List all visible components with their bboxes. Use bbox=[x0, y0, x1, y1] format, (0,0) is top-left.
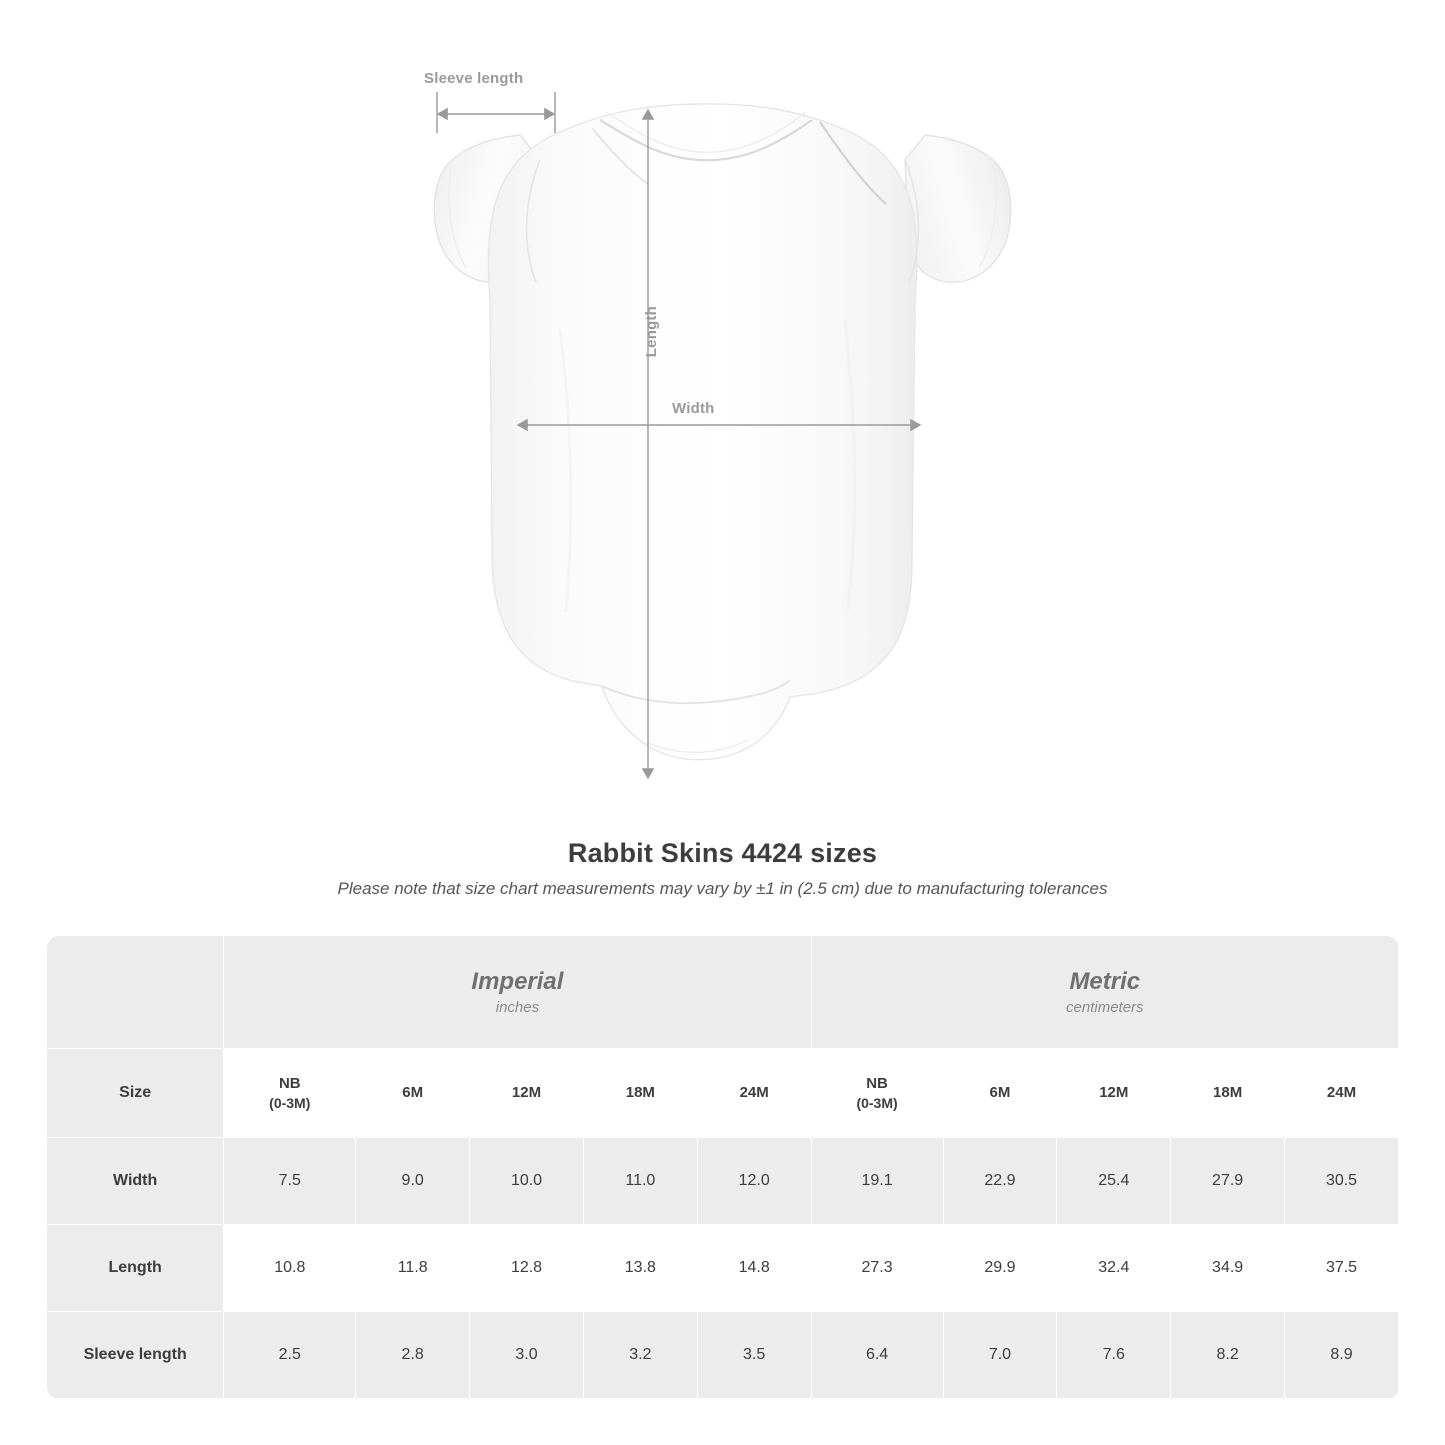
size-header-cell: Size bbox=[47, 1049, 224, 1138]
width-nb-in: 7.5 bbox=[224, 1138, 356, 1225]
length-18m-cm: 34.9 bbox=[1171, 1225, 1285, 1312]
width-label: Width bbox=[672, 400, 715, 417]
length-12m-in: 12.8 bbox=[470, 1225, 584, 1312]
size-col-4: 24M bbox=[697, 1049, 811, 1138]
unit-sub-imperial: inches bbox=[495, 999, 540, 1017]
size-col-5-main: NB bbox=[866, 1075, 888, 1093]
row-header-length: Length bbox=[47, 1225, 224, 1312]
length-6m-cm: 29.9 bbox=[943, 1225, 1057, 1312]
table-row bbox=[47, 1312, 1399, 1399]
sleeve-18m-in: 3.2 bbox=[583, 1312, 697, 1399]
sleeve-18m-cm: 8.2 bbox=[1171, 1312, 1285, 1399]
row-header-width: Width bbox=[47, 1138, 224, 1225]
width-nb-cm: 19.1 bbox=[811, 1138, 943, 1225]
length-24m-in: 14.8 bbox=[697, 1225, 811, 1312]
table-row bbox=[47, 1138, 1399, 1225]
size-col-0 bbox=[224, 1049, 356, 1138]
size-col-6: 6M bbox=[943, 1049, 1057, 1138]
table-row bbox=[47, 1225, 1399, 1312]
unit-header-imperial bbox=[224, 936, 811, 1049]
width-18m-in: 11.0 bbox=[583, 1138, 697, 1225]
size-col-2: 12M bbox=[470, 1049, 584, 1138]
sleeve-nb-in: 2.5 bbox=[224, 1312, 356, 1399]
sleeve-24m-cm: 8.9 bbox=[1285, 1312, 1399, 1399]
size-header-row bbox=[47, 1049, 1399, 1138]
sleeve-12m-cm: 7.6 bbox=[1057, 1312, 1171, 1399]
unit-header-row bbox=[47, 936, 1399, 1049]
tolerance-note: Please note that size chart measurements may vary by ±1 in (2.5 cm) due to manufacturing tolerances bbox=[337, 879, 1108, 898]
width-6m-in: 9.0 bbox=[356, 1138, 470, 1225]
size-col-0-main: NB bbox=[278, 1075, 301, 1093]
length-12m-cm: 32.4 bbox=[1057, 1225, 1171, 1312]
sleeve-6m-cm: 7.0 bbox=[943, 1312, 1057, 1399]
sleeve-6m-in: 2.8 bbox=[356, 1312, 470, 1399]
length-label: Length bbox=[643, 306, 660, 358]
size-col-7: 12M bbox=[1057, 1049, 1171, 1138]
width-6m-cm: 22.9 bbox=[943, 1138, 1057, 1225]
size-col-5 bbox=[811, 1049, 943, 1138]
sleeve-24m-in: 3.5 bbox=[697, 1312, 811, 1399]
page-title: Rabbit Skins 4424 sizes bbox=[567, 838, 878, 868]
unit-header-metric bbox=[811, 936, 1398, 1049]
size-table-wrapper bbox=[46, 935, 1399, 1399]
size-col-8: 18M bbox=[1171, 1049, 1285, 1138]
length-nb-cm: 27.3 bbox=[811, 1225, 943, 1312]
bodysuit-shape bbox=[434, 104, 1011, 760]
width-12m-in: 10.0 bbox=[470, 1138, 584, 1225]
size-col-0-sub: (0-3M) bbox=[269, 1094, 311, 1111]
size-col-3: 18M bbox=[583, 1049, 697, 1138]
width-18m-cm: 27.9 bbox=[1171, 1138, 1285, 1225]
length-18m-in: 13.8 bbox=[583, 1225, 697, 1312]
unit-name-metric: Metric bbox=[1069, 967, 1141, 995]
unit-name-imperial: Imperial bbox=[471, 967, 564, 995]
size-col-5-sub: (0-3M) bbox=[856, 1094, 898, 1111]
length-6m-in: 11.8 bbox=[356, 1225, 470, 1312]
size-col-1: 6M bbox=[356, 1049, 470, 1138]
row-header-sleeve-length: Sleeve length bbox=[47, 1312, 224, 1399]
length-24m-cm: 37.5 bbox=[1285, 1225, 1399, 1312]
sleeve-nb-cm: 6.4 bbox=[811, 1312, 943, 1399]
width-24m-cm: 30.5 bbox=[1285, 1138, 1399, 1225]
size-table bbox=[46, 935, 1399, 1399]
title-block bbox=[0, 838, 1445, 899]
size-col-9: 24M bbox=[1285, 1049, 1399, 1138]
sleeve-length-label: Sleeve length bbox=[424, 70, 524, 87]
unit-sub-metric: centimeters bbox=[1066, 999, 1144, 1017]
width-12m-cm: 25.4 bbox=[1057, 1138, 1171, 1225]
sleeve-12m-in: 3.0 bbox=[470, 1312, 584, 1399]
length-nb-in: 10.8 bbox=[224, 1225, 356, 1312]
unit-header-blank bbox=[47, 936, 224, 1049]
width-24m-in: 12.0 bbox=[697, 1138, 811, 1225]
